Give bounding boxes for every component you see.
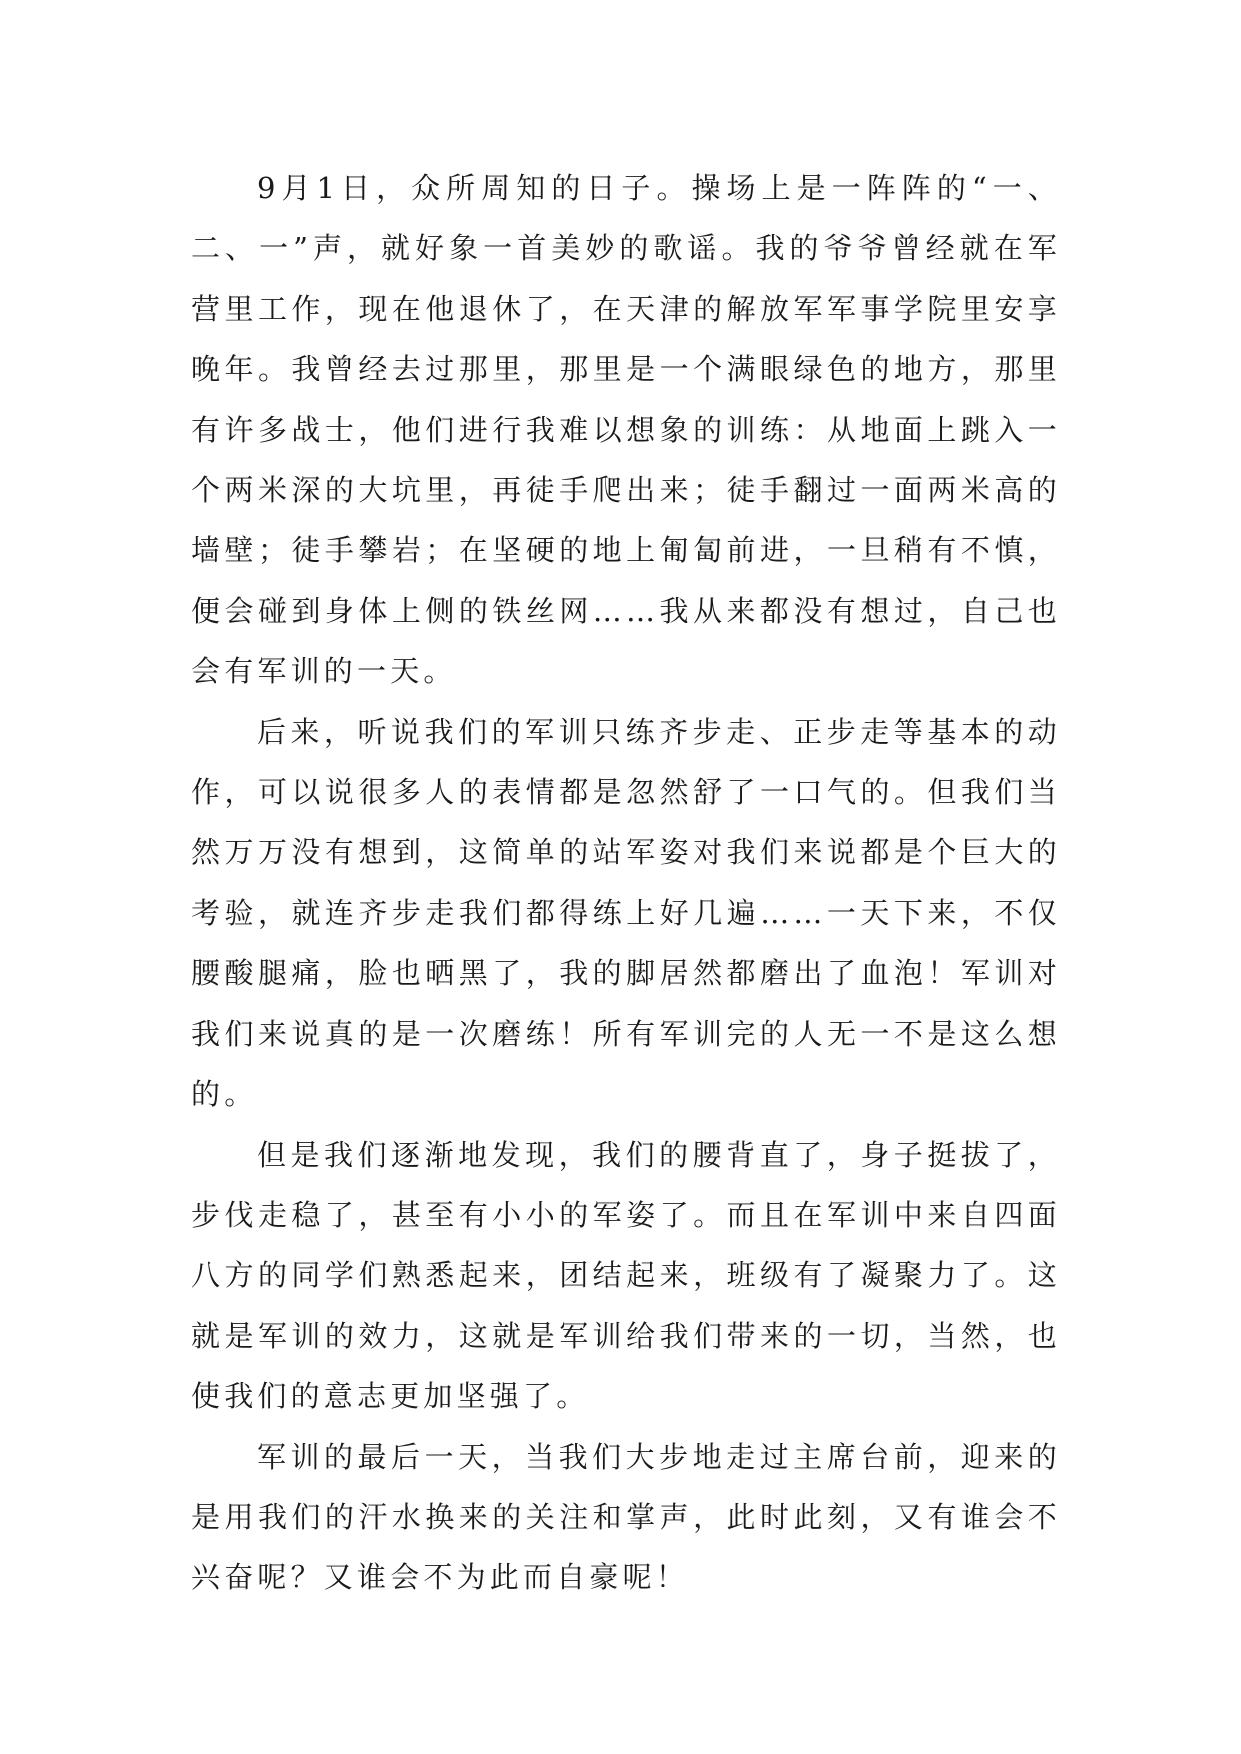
paragraph-2: 后来，听说我们的军训只练齐步走、正步走等基本的动作，可以说很多人的表情都是忽然舒了一口气的。但我们当然万万没有想到，这简单的站军姿对我们来说都是个巨大的考验，就连齐步走我们都得练上好几遍……一天下来，不仅腰酸腿痛，脸也晒黑了，我的脚居然都磨出了血泡！军训对我们来说真的是一次磨练！所有军训完的人无一不是这么想的。 bbox=[191, 714, 1061, 1112]
paragraph-4: 军训的最后一天，当我们大步地走过主席台前，迎来的是用我们的汗水换来的关注和掌声，此时此刻，又有谁会不兴奋呢？又谁会不为此而自豪呢！ bbox=[191, 1439, 1061, 1595]
essay-body bbox=[191, 158, 1061, 1608]
paragraph-3: 但是我们逐渐地发现，我们的腰背直了，身子挺拔了，步伐走稳了，甚至有小小的军姿了。而且在军训中来自四面八方的同学们熟悉起来，团结起来，班级有了凝聚力了。这就是军训的效力，这就是军训给我们带来的一切，当然，也使我们的意志更加坚强了。 bbox=[191, 1137, 1061, 1414]
paragraph-1: 9月1日，众所周知的日子。操场上是一阵阵的“一、二、一”声，就好象一首美妙的歌谣。我的爷爷曾经就在军营里工作，现在他退休了，在天津的解放军军事学院里安享晚年。我曾经去过那里，那里是一个满眼绿色的地方，那里有许多战士，他们进行我难以想象的训练：从地面上跳入一个两米深的大坑里，再徒手爬出来；徒手翻过一面两米高的墙壁；徒手攀岩；在坚硬的地上匍匐前进，一旦稍有不慎，便会碰到身体上侧的铁丝网……我从来都没有想过，自己也会有军训的一天。 bbox=[191, 171, 1061, 689]
